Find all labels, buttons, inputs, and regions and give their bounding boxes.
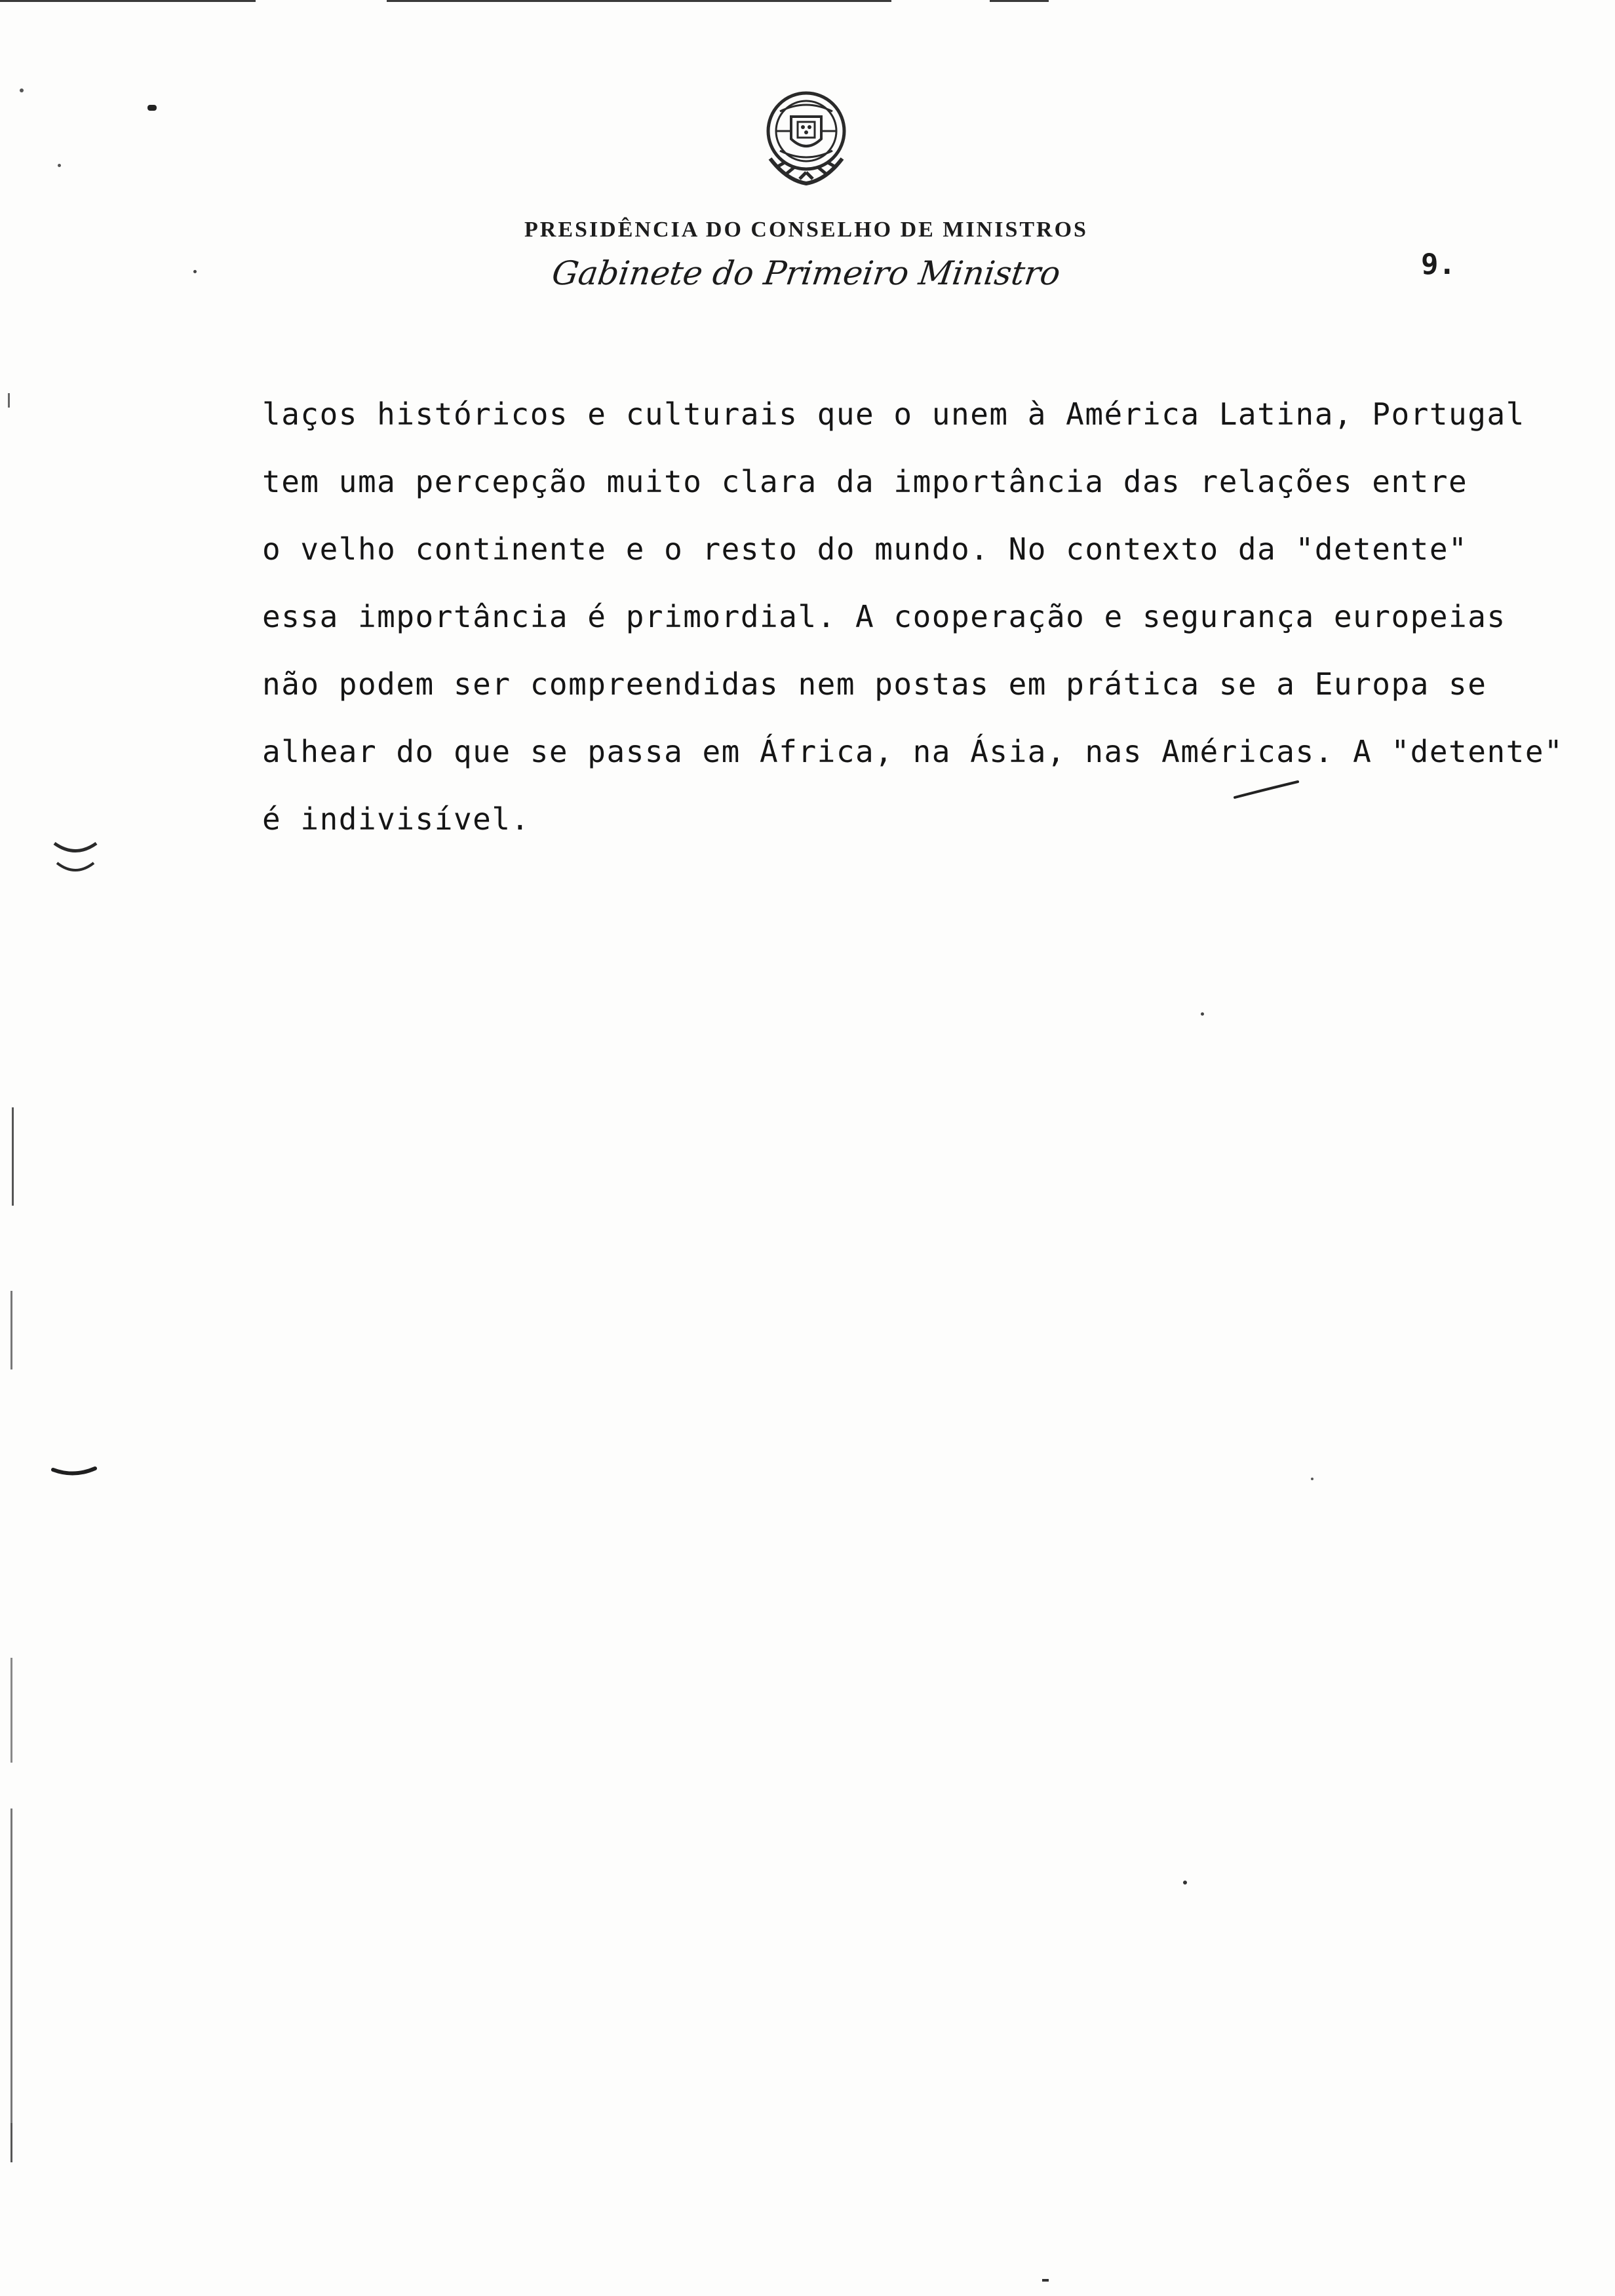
punch-hole-mark: [49, 1458, 108, 1491]
scan-speck: [20, 88, 24, 92]
pen-stroke-mark: [1232, 776, 1304, 803]
scan-speck: [193, 270, 197, 273]
institution-heading: PRESIDÊNCIA DO CONSELHO DE MINISTROS: [524, 218, 1088, 242]
body-line: essa importância é primordial. A cooperação e segurança europeias: [262, 599, 1506, 634]
body-line: o velho continente e o resto do mundo. No contexto da "detente": [262, 531, 1468, 567]
scan-speck: [1311, 1478, 1313, 1480]
scan-speck: [1042, 2279, 1049, 2282]
scan-speck: [12, 1107, 14, 1206]
scan-speck: [10, 1808, 12, 2149]
scan-speck: [10, 2123, 12, 2162]
scan-speck: [1183, 1881, 1187, 1885]
top-edge-rule: [0, 0, 256, 2]
scan-speck: [8, 393, 10, 408]
body-text: [262, 393, 1586, 866]
top-edge-rule: [990, 0, 1049, 2]
page-number: 9.: [1421, 248, 1456, 281]
scan-speck: [1201, 1012, 1204, 1016]
body-line: é indivisível.: [262, 801, 530, 837]
top-edge-rule: [387, 0, 891, 2]
body-line: alhear do que se passa em África, na Ásia, nas Américas. A "detente": [262, 734, 1564, 769]
punch-hole-mark: [49, 835, 102, 881]
scan-speck: [10, 1658, 12, 1763]
scan-speck: [10, 1291, 12, 1369]
body-line: laços históricos e culturais que o unem à América Latina, Portugal: [262, 396, 1525, 432]
coat-of-arms-icon: [750, 85, 862, 197]
scan-speck: [147, 105, 157, 111]
office-subheading: Gabinete do Primeiro Ministro: [549, 254, 1063, 292]
scan-speck: [58, 164, 61, 167]
body-line: não podem ser compreendidas nem postas em prática se a Europa se: [262, 666, 1487, 702]
body-line: tem uma percepção muito clara da importância das relações entre: [262, 464, 1468, 499]
